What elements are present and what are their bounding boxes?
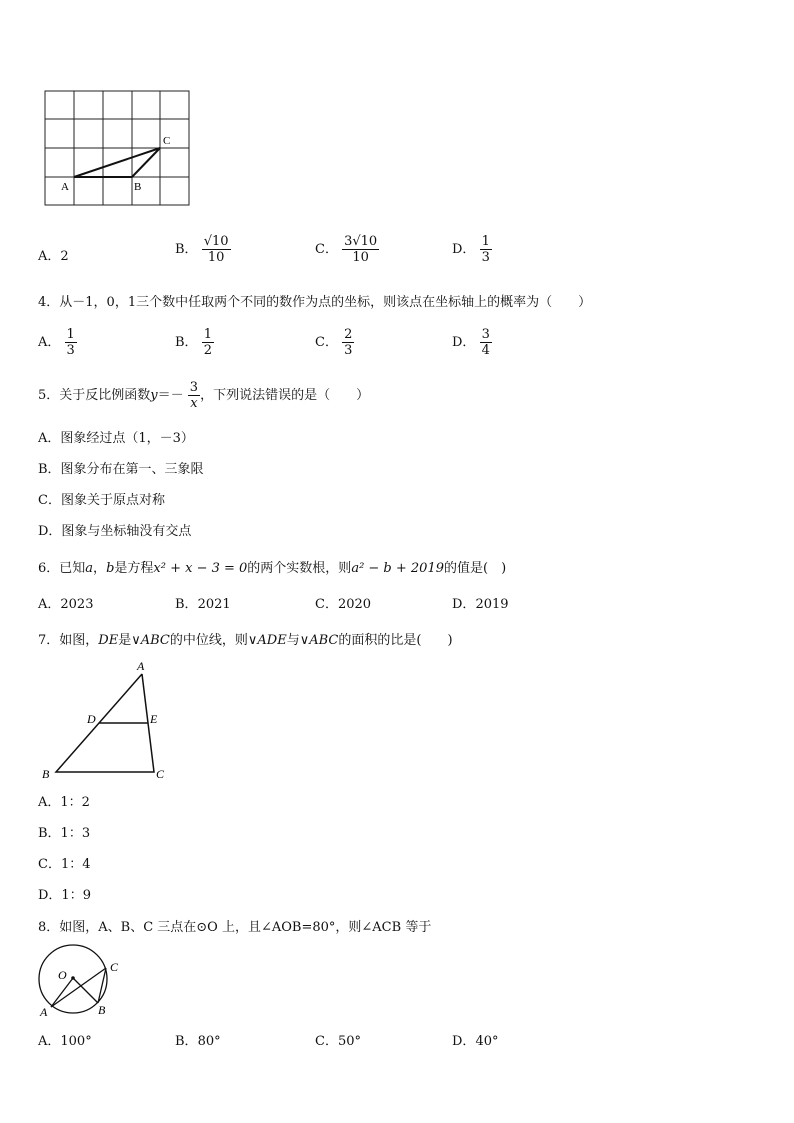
fraction: $\frac{3}{x}$	[189, 380, 199, 411]
fraction: $\frac{2}{3}$	[344, 327, 353, 358]
svg-text:E: E	[150, 712, 158, 726]
svg-text:B: B	[98, 1003, 106, 1017]
q4-option-c[interactable]: C． $\frac{2}{3}$	[315, 327, 353, 358]
q5-option-b[interactable]: B．图象分布在第一、三象限	[38, 462, 204, 477]
q8-option-d[interactable]: D．40°	[452, 1034, 499, 1049]
label-a: A	[61, 181, 69, 193]
q4-option-d[interactable]: D． $\frac{3}{4}$	[452, 327, 490, 358]
q3-option-d[interactable]: D． $\frac{1}{3}$	[452, 234, 490, 265]
svg-text:C: C	[110, 960, 119, 974]
q8-option-c[interactable]: C．50°	[315, 1034, 361, 1049]
q5-stem: 5．关于反比例函数y＝－ $\frac{3}{x}$ ，下列说法错误的是（ ）	[38, 380, 370, 411]
q6-option-a[interactable]: A．2023	[38, 597, 94, 612]
q3-option-c[interactable]: C． $\frac{3√10}{10}$	[315, 234, 378, 265]
q4-stem: 4．从－1，0，1三个数中任取两个不同的数作为点的坐标，则该点在坐标轴上的概率为（ ）	[38, 295, 592, 310]
q8-option-b[interactable]: B．80°	[175, 1034, 221, 1049]
q6-option-c[interactable]: C．2020	[315, 597, 372, 612]
circle-figure	[34, 940, 134, 1020]
q7-option-b[interactable]: B．1：3	[38, 826, 91, 841]
svg-text:C: C	[156, 767, 165, 781]
fraction: $\frac{√10}{10}$	[203, 234, 229, 265]
q5-option-c[interactable]: C．图象关于原点对称	[38, 493, 165, 508]
svg-text:D: D	[87, 712, 96, 726]
q7-option-d[interactable]: D．1：9	[38, 888, 91, 903]
q8-option-a[interactable]: A．100°	[38, 1034, 92, 1049]
q5-option-d[interactable]: D．图象与坐标轴没有交点	[38, 524, 192, 539]
q6-option-d[interactable]: D．2019	[452, 597, 509, 612]
fraction: $\frac{1}{3}$	[66, 327, 75, 358]
fraction: $\frac{1}{2}$	[203, 327, 212, 358]
label-c: C	[163, 135, 171, 147]
q7-stem: 7．如图，DE是∨ABC的中位线，则∨ADE与∨ABC的面积的比是( )	[38, 633, 453, 648]
fraction: $\frac{1}{3}$	[481, 234, 490, 265]
q5-option-a[interactable]: A．图象经过点（1，－3）	[38, 431, 194, 446]
q4-option-a[interactable]: A． $\frac{1}{3}$	[38, 327, 75, 358]
grid-triangle-figure	[40, 86, 200, 211]
q7-option-a[interactable]: A．1：2	[38, 795, 90, 810]
q6-stem: 6．已知a，b是方程x² + x − 3 = 0的两个实数根，则a² − b + 2019的值是( )	[38, 561, 507, 576]
q4-option-b[interactable]: B． $\frac{1}{2}$	[175, 327, 212, 358]
svg-text:A: A	[40, 1005, 48, 1019]
svg-text:B: B	[42, 767, 50, 781]
label-b: B	[134, 181, 142, 193]
q3-option-b[interactable]: B． $\frac{√10}{10}$	[175, 234, 229, 265]
q7-option-c[interactable]: C．1：4	[38, 857, 91, 872]
fraction: $\frac{3√10}{10}$	[344, 234, 378, 265]
triangle-midline-figure	[38, 656, 178, 784]
svg-text:A: A	[137, 659, 145, 673]
svg-text:O: O	[58, 968, 67, 982]
triangle-abc	[74, 148, 160, 177]
q3-option-a[interactable]: A．2	[38, 249, 69, 264]
q6-option-b[interactable]: B．2021	[175, 597, 231, 612]
fraction: $\frac{3}{4}$	[481, 327, 490, 358]
q8-stem: 8．如图，A、B、C 三点在⊙O 上，且∠AOB=80°，则∠ACB 等于	[38, 920, 432, 935]
